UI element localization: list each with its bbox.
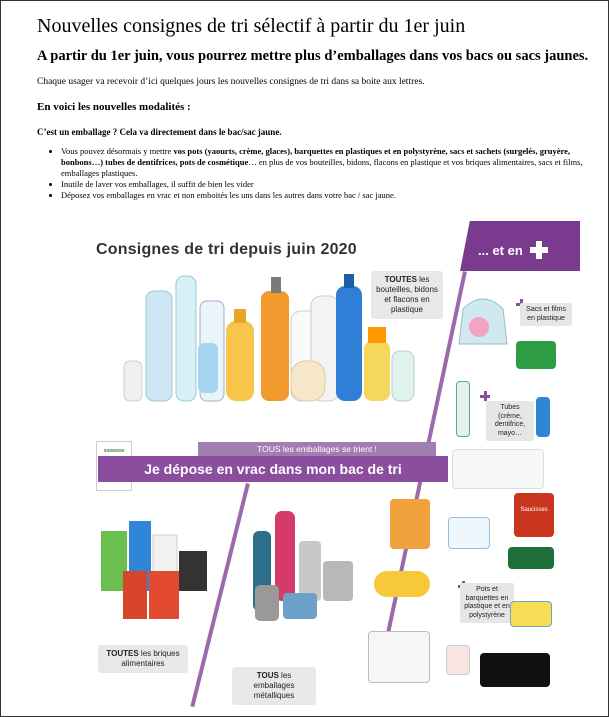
page-title: Nouvelles consignes de tri sélectif à partir du 1er juin [37,15,466,37]
cream-tube-image [536,397,550,437]
tag-metal-strong: TOUS [256,671,279,680]
sorting-poster [68,221,580,709]
plus-icon [530,241,548,259]
tag-bricks-rest: les briques alimentaires [121,649,180,668]
tag-bottles [371,271,443,319]
tag-bricks [98,645,188,673]
tag-bottles-rest: les bouteilles, bidons et flacons en plastique [376,275,438,314]
tag-tubes: Tubes (crème, dentifrice, mayo… [486,401,534,441]
tub-lid-image [374,571,430,597]
yellow-tray-image [510,601,552,627]
metal-cans-illustration [243,501,363,626]
banner-small: TOUS les emballages se trient ! [198,442,436,456]
sausage-label: Saucisses [520,507,548,513]
question-line: C’est un emballage ? Cela va directement dans le bac/sac jaune. [37,127,282,137]
list-item [61,146,597,179]
tag-pots: Pots et barquettes en plastique et en polystyrène [460,583,514,623]
logo-top: SIDMODE [103,448,125,453]
food-pouch-image [516,341,556,369]
banner-main: Je dépose en vrac dans mon bac de tri [98,456,448,482]
clear-clamshell-image [368,631,430,683]
plastic-bags-illustration [453,289,513,349]
plus-icon [480,391,490,401]
list-item: • Inutile de laver vos emballages, il suffit de bien les vider [61,179,597,190]
toothpaste-tube-image [456,381,470,437]
article-subtitle: A partir du 1er juin, vous pourrez mettre plus d’emballages dans vos bacs ou sacs jaunes. [37,48,589,64]
article [37,14,597,201]
flag-label: ... et en [478,243,523,258]
rule-1-bold: vos pots (yaourts, crème, glaces), barquettes en plastiques et en polystyrène, sacs et sachets (surgelés, gruyère, bonbons…) tubes de dentifrices, pots de cosmétique [61,146,570,167]
food-cartons-illustration [93,511,213,621]
tag-metal-rest: les emballages métalliques [253,671,295,700]
tag-metal [232,667,316,705]
list-item: • Déposez vos emballages en vrac et non emboités les uns dans les autres dans votre bac / sac jaune. [61,190,597,201]
green-tray-image [508,547,554,569]
tag-bricks-strong: TOUTES [106,649,139,658]
rule-1-post: … en plus de vos bouteilles, bidons, flacons en plastique et vos briques alimentaires, sacs et films, emballages plastiques. [61,157,583,178]
article-intro: Chaque usager va recevoir d’ici quelques jours les nouvelles consignes de tri dans sa boite aux lettres. [37,77,425,87]
small-pot-image [446,645,470,675]
poster-title: Consignes de tri depuis juin 2020 [96,241,357,258]
black-tray-image [480,653,550,687]
sausage-pack-image [514,493,554,537]
rules-list [37,146,597,201]
modalities-heading: En voici les nouvelles modalités : [37,101,191,113]
rule-1-pre: Vous pouvez désormais y mettre [61,146,174,156]
yogurt-pot-image [448,517,490,549]
freezer-bag-image [452,449,544,489]
tag-bags: Sacs et films en plastique [520,303,572,326]
tag-bottles-strong: TOUTES [384,275,417,284]
margarine-tub-image [390,499,430,549]
